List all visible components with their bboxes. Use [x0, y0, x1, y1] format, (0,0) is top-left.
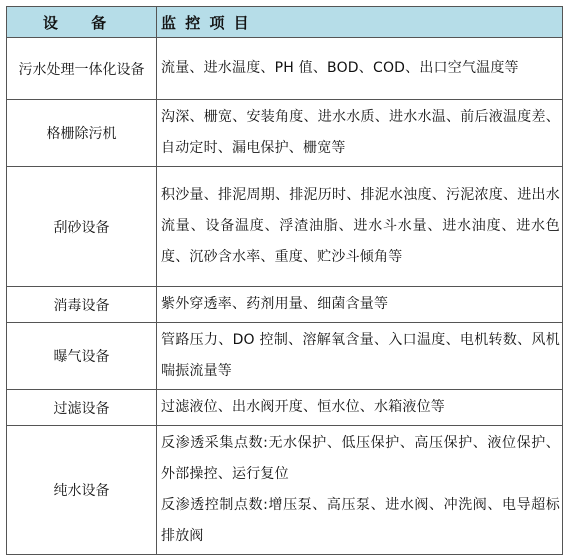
monitoring-items-cell — [157, 426, 563, 555]
table-row — [7, 167, 563, 287]
table-row — [7, 100, 563, 167]
table-row — [7, 390, 563, 426]
monitoring-items-text: 过滤液位、出水阀开度、恒水位、水箱液位等 — [161, 399, 445, 415]
table-row — [7, 38, 563, 100]
monitoring-items-text: 反渗透采集点数:无水保护、低压保护、高压保护、液位保护、外部操控、运行复位 — [161, 435, 560, 482]
device-cell: 过滤设备 — [7, 390, 157, 426]
monitoring-items-text: 沟深、栅宽、安装角度、进水水质、进水水温、前后液温度差、自动定时、漏电保护、栅宽等 — [161, 109, 560, 156]
device-cell: 刮砂设备 — [7, 167, 157, 287]
table-header-row — [7, 7, 563, 38]
header-monitoring-items: 监 控 项 目 — [157, 7, 563, 38]
table-row — [7, 426, 563, 555]
monitoring-table — [6, 6, 563, 555]
device-cell: 消毒设备 — [7, 287, 157, 323]
monitoring-items-cell — [157, 167, 563, 287]
device-cell: 纯水设备 — [7, 426, 157, 555]
monitoring-items-cell — [157, 100, 563, 167]
header-device: 设 备 — [7, 7, 157, 38]
monitoring-items-cell — [157, 287, 563, 323]
monitoring-items-cell — [157, 38, 563, 100]
monitoring-items-cell — [157, 390, 563, 426]
monitoring-items-text: 紫外穿透率、药剂用量、细菌含量等 — [161, 296, 389, 312]
device-cell: 曝气设备 — [7, 323, 157, 390]
monitoring-items-text: 反渗透控制点数:增压泵、高压泵、进水阀、冲洗阀、电导超标排放阀 — [161, 497, 560, 544]
monitoring-items-text: 积沙量、排泥周期、排泥历时、排泥水浊度、污泥浓度、进出水流量、设备温度、浮渣油脂、进水斗水量、进水油度、进水色度、沉砂含水率、重度、贮沙斗倾角等 — [161, 187, 560, 265]
monitoring-items-text: 流量、进水温度、PH 值、BOD、COD、出口空气温度等 — [161, 60, 519, 76]
device-cell: 污水处理一体化设备 — [7, 38, 157, 100]
device-cell: 格栅除污机 — [7, 100, 157, 167]
monitoring-items-cell — [157, 323, 563, 390]
monitoring-items-text: 管路压力、DO 控制、溶解氧含量、入口温度、电机转数、风机喘振流量等 — [161, 332, 560, 379]
table-row — [7, 287, 563, 323]
table-row — [7, 323, 563, 390]
